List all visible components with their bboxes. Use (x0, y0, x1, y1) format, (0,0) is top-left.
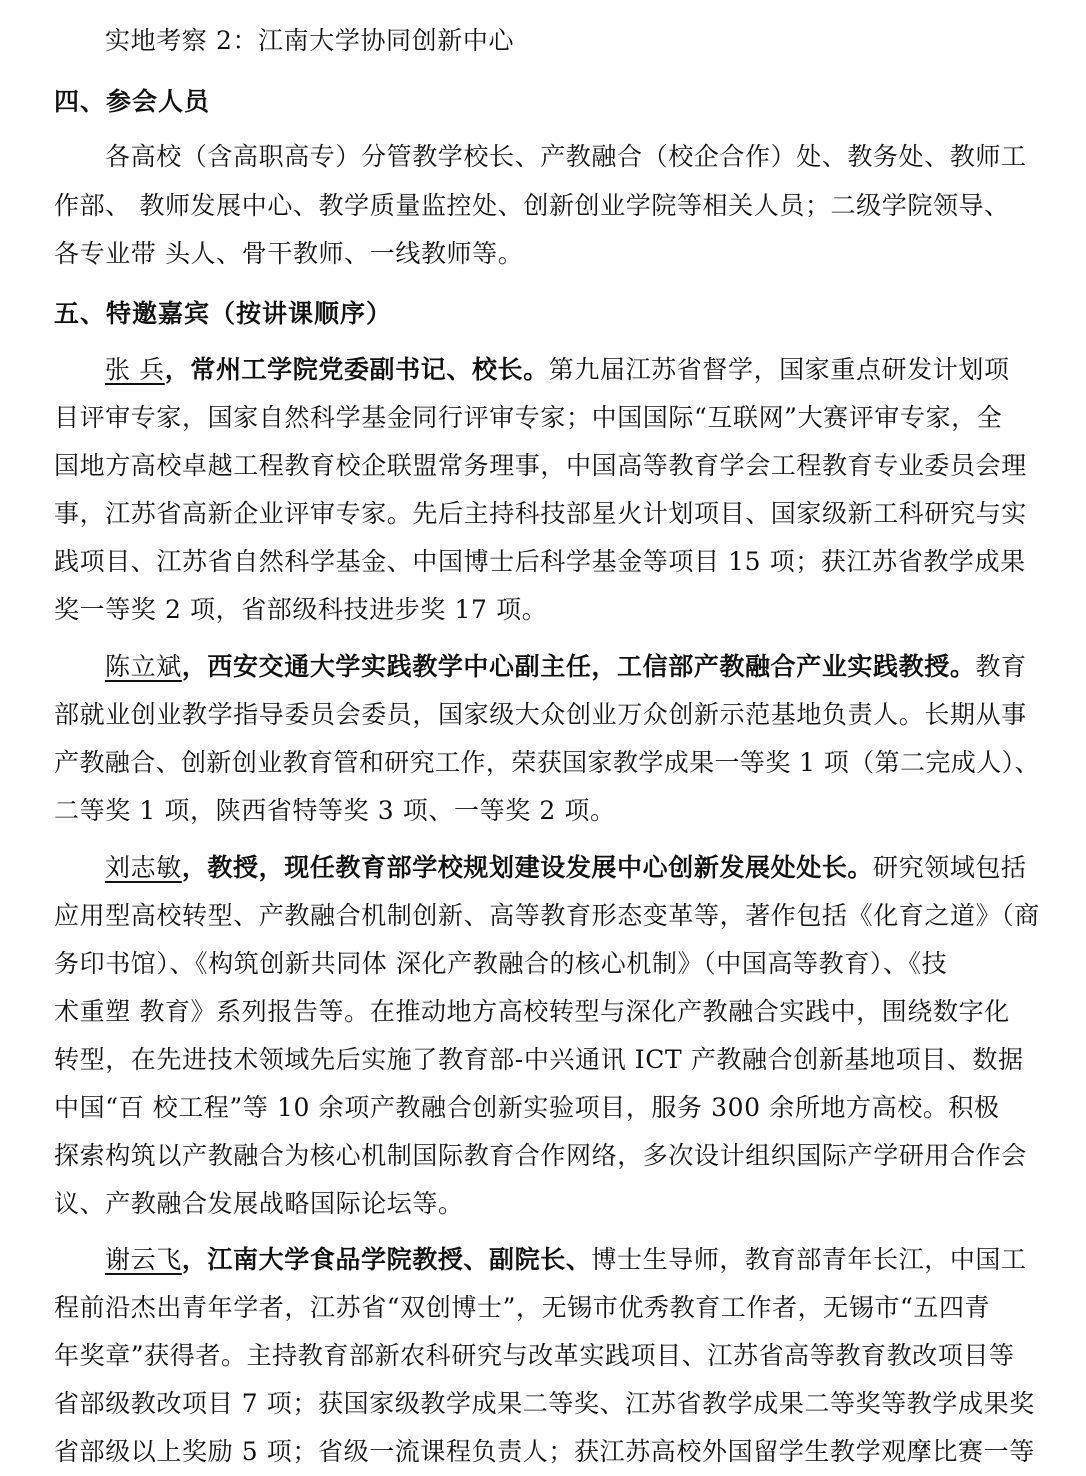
section-4-line: 各高校（含高职高专）分管教学校长、产教融合（校企合作）处、教务处、教师工 (105, 142, 1027, 171)
guest-bio-line: 省部级教改项目 7 项；获国家级教学成果二等奖、江苏省教学成果二等奖等教学成果奖 (54, 1389, 1035, 1418)
guest-bio-line: 国地方高校卓越工程教育校企联盟常务理事，中国高等教育学会工程教育专业委员会理 (54, 451, 1027, 480)
guest-bio-line: 中国“百 校工程”等 10 余项产教融合创新实验项目，服务 300 余所地方高校。积极 (54, 1093, 1000, 1122)
section-5-heading: 五、特邀嘉宾（按讲课顺序） (54, 299, 393, 328)
guest-bio: 教育 (975, 652, 1027, 681)
guest-bio: 研究领域包括 (873, 853, 1027, 882)
guest-title: ，江南大学食品学院教授、副院长、 (181, 1245, 592, 1274)
guest-bio-line: 转型，在先进技术领域先后实施了教育部-中兴通讯 ICT 产教融合创新基地项目、数据 (54, 1045, 1024, 1074)
guest-paragraph-first-line (105, 844, 1027, 892)
guest-name: 谢云飞 (105, 1245, 182, 1274)
guest-title: ，西安交通大学实践教学中心副主任，工信部产教融合产业实践教授。 (181, 652, 976, 681)
guest-bio-line: 年奖章”获得者。主持教育部新农科研究与改革实践项目、江苏省高等教育教改项目等 (54, 1341, 1015, 1370)
section-4-line: 各专业带 头人、骨干教师、一线教师等。 (54, 239, 524, 268)
guest-name: 刘志敏 (105, 853, 182, 882)
guest-title: ，常州工学院党委副书记、校长。 (164, 355, 549, 384)
guest-bio-line: 践项目、江苏省自然科学基金、中国博士后科学基金等项目 15 项；获江苏省教学成果 (54, 547, 1026, 576)
guest-name: 张 兵 (105, 355, 165, 384)
guest-bio-line: 省部级以上奖励 5 项；省级一流课程负责人；获江苏高校外国留学生教学观摩比赛一等 (54, 1437, 1035, 1466)
guest-name: 陈立斌 (105, 652, 182, 681)
guest-bio-line: 术重塑 教育》系列报告等。在推动地方高校转型与深化产教融合实践中，围绕数字化 (54, 997, 1010, 1026)
guest-bio-line: 奖一等奖 2 项，省部级科技进步奖 17 项。 (54, 595, 548, 624)
guest-bio: 博士生导师，教育部青年长江，中国工 (591, 1245, 1027, 1274)
guest-bio-line: 程前沿杰出青年学者，江苏省“双创博士”，无锡市优秀教育工作者，无锡市“五四青 (54, 1293, 991, 1322)
guest-bio-line: 务印书馆）、《构筑创新共同体 深化产教融合的核心机制》（中国高等教育）、《技 (54, 949, 948, 978)
guest-paragraph-first-line (105, 346, 1010, 394)
guest-title: ，教授，现任教育部学校规划建设发展中心创新发展处处长。 (181, 853, 874, 882)
guest-bio: 第九届江苏省督学，国家重点研发计划项 (548, 355, 1010, 384)
guest-paragraph-first-line (105, 643, 1027, 691)
guest-bio-line: 探索构筑以产教融合为核心机制国际教育合作网络，多次设计组织国际产学研用合作会 (54, 1141, 1027, 1170)
guest-bio-line: 部就业创业教学指导委员会委员，国家级大众创业万众创新示范基地负责人。长期从事 (54, 700, 1027, 729)
guest-paragraph-first-line (105, 1236, 1027, 1284)
section-4-heading: 四、参会人员 (54, 87, 211, 116)
guest-bio-line: 事，江苏省高新企业评审专家。先后主持科技部星火计划项目、国家级新工科研究与实 (54, 499, 1027, 528)
guest-bio-line: 议、产教融合发展战略国际论坛等。 (54, 1189, 464, 1218)
guest-bio-line: 二等奖 1 项，陕西省特等奖 3 项、一等奖 2 项。 (54, 796, 616, 825)
site-visit-line: 实地考察 2：江南大学协同创新中心 (105, 26, 515, 55)
guest-bio-line: 目评审专家，国家自然科学基金同行评审专家；中国国际“互联网”大赛评审专家，全 (54, 403, 1003, 432)
guest-bio-line: 产教融合、创新创业教育管和研究工作，荣获国家教学成果一等奖 1 项（第二完成人）、 (54, 748, 1040, 777)
section-4-line: 作部、 教师发展中心、教学质量监控处、创新创业学院等相关人员；二级学院领导、 (54, 191, 1010, 220)
guest-bio-line: 应用型高校转型、产教融合机制创新、高等教育形态变革等，著作包括《化育之道》（商 (54, 901, 1040, 930)
